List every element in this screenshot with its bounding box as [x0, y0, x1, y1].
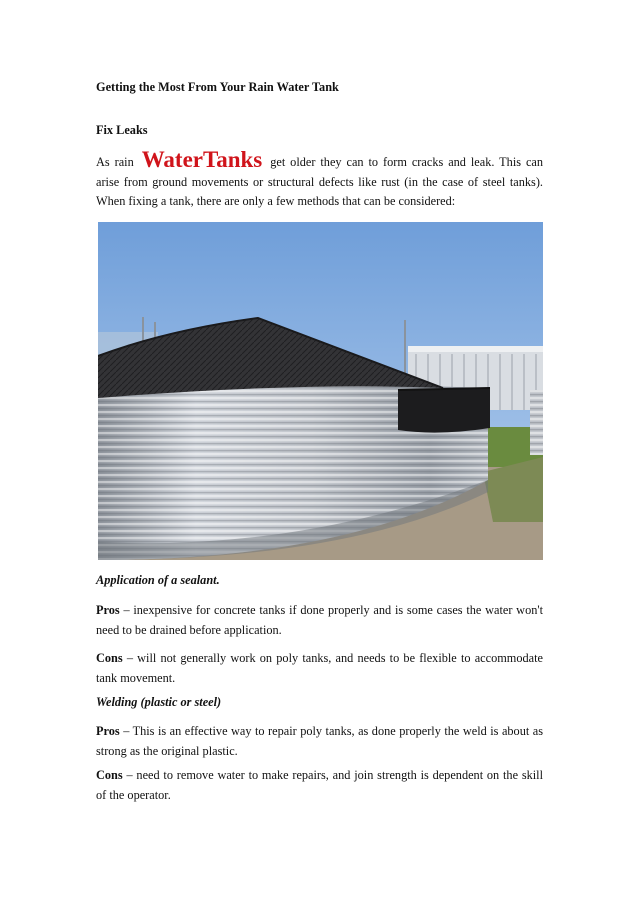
method-heading: Application of a sealant.	[96, 573, 220, 587]
pros-text: – This is an effective way to repair poly tanks, as done properly the weld is about as strong as the original plastic.	[96, 724, 543, 758]
method-cons	[96, 649, 543, 688]
brand-link[interactable]: WaterTanks	[141, 147, 263, 172]
cons-text: – will not generally work on poly tanks, and needs to be flexible to accommodate tank movement.	[96, 651, 543, 685]
cons-label: Cons	[96, 768, 123, 782]
method-cons	[96, 766, 543, 805]
intro-text-after: get older they can to form cracks and leak. This can arise from ground movements or structural defects like rust (in the case of steel tanks). When fixing a tank, there are only a few methods that can be considered:	[96, 155, 544, 208]
pros-label: Pros	[96, 724, 120, 738]
pros-text: – inexpensive for concrete tanks if done properly and is some cases the water won't need to be drained before application.	[96, 603, 543, 637]
pros-label: Pros	[96, 603, 120, 617]
water-tank-photo	[98, 222, 543, 560]
cons-label: Cons	[96, 651, 123, 665]
method-pros	[96, 722, 543, 761]
intro-paragraph	[96, 147, 544, 212]
method-heading: Welding (plastic or steel)	[96, 695, 222, 709]
document-title: Getting the Most From Your Rain Water Tank	[96, 80, 339, 94]
method-pros	[96, 601, 543, 640]
section-heading: Fix Leaks	[96, 123, 148, 137]
intro-text-before: As rain	[96, 155, 134, 169]
cons-text: – need to remove water to make repairs, and join strength is dependent on the skill of the operator.	[96, 768, 544, 802]
